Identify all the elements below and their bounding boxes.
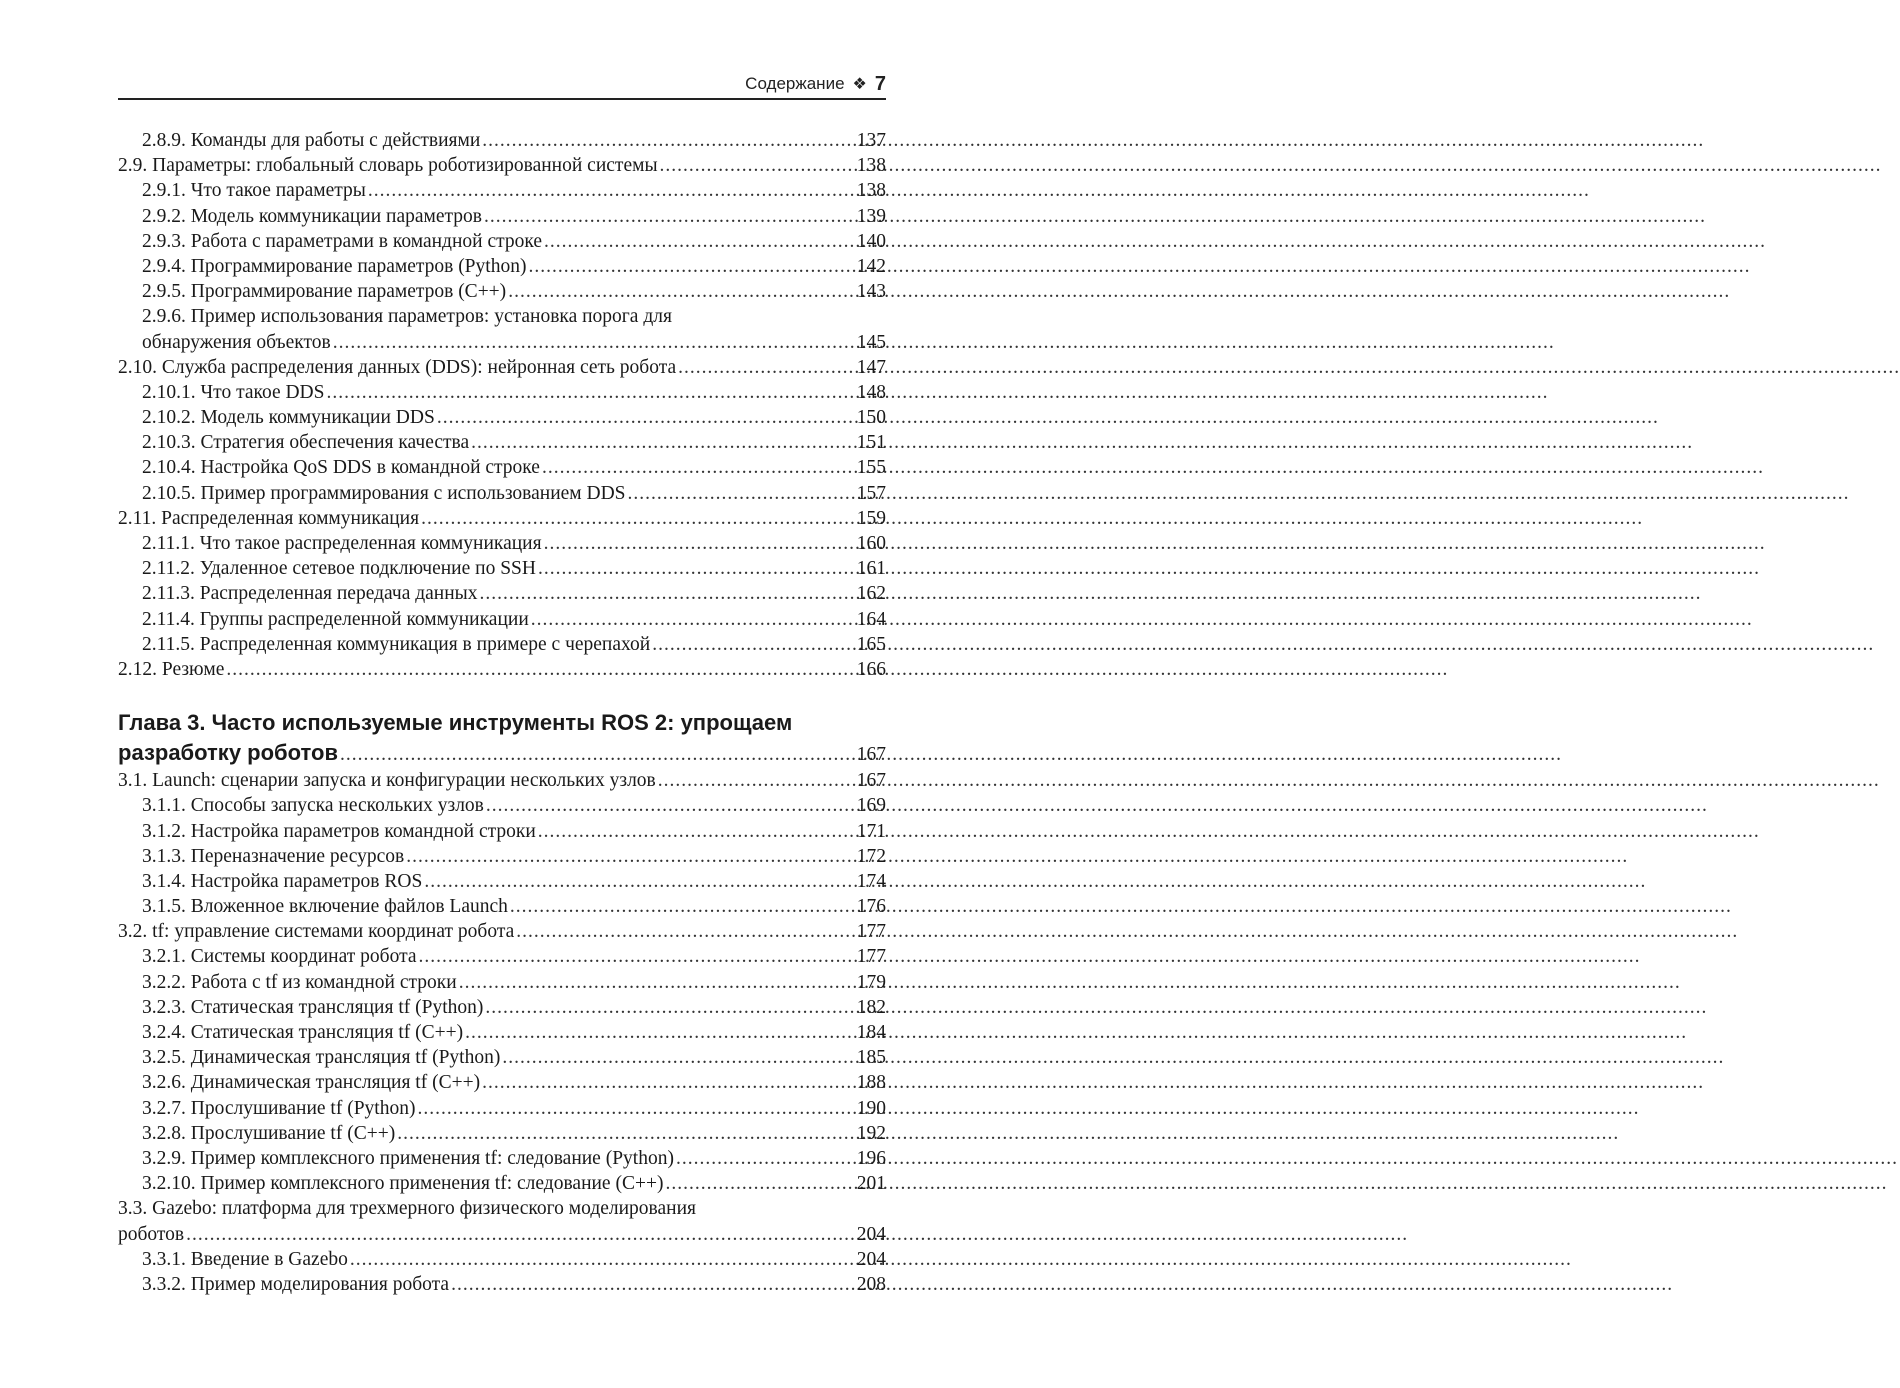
toc-entry[interactable] xyxy=(118,793,886,818)
toc-entry[interactable] xyxy=(118,632,886,657)
toc-entry-page: 192 xyxy=(856,1122,886,1144)
dot-leader xyxy=(528,254,854,279)
toc-entry-page: 166 xyxy=(856,658,886,680)
table-of-contents xyxy=(118,128,886,1297)
dot-leader xyxy=(350,1247,855,1272)
dot-leader xyxy=(531,607,855,632)
chapter-3-heading[interactable] xyxy=(118,708,886,768)
toc-entry-page: 159 xyxy=(856,507,886,529)
running-header-title: Содержание xyxy=(745,74,845,93)
toc-entry-page: 185 xyxy=(856,1047,886,1069)
toc-entry-page: 162 xyxy=(856,583,886,605)
toc-entry-page: 190 xyxy=(856,1097,886,1119)
page-number: 7 xyxy=(874,72,886,95)
toc-entry[interactable] xyxy=(118,581,886,606)
toc-entry-page: 208 xyxy=(856,1273,886,1295)
toc-entry-title: 2.11.3. Распределенная передача данных xyxy=(142,583,478,605)
toc-entry[interactable] xyxy=(118,204,886,229)
toc-entry[interactable] xyxy=(118,229,886,254)
toc-entry-title: 2.9.1. Что такое параметры xyxy=(142,180,366,202)
toc-entry-title: 2.11.5. Распределенная коммуникация в примере с черепахой xyxy=(142,633,651,655)
toc-entry-title: 2.9. Параметры: глобальный словарь роботизированной системы xyxy=(118,155,658,177)
toc-entry-page: 179 xyxy=(856,971,886,993)
toc-entry-title: 2.8.9. Команды для работы с действиями xyxy=(142,130,481,151)
toc-entry[interactable] xyxy=(118,1121,886,1146)
toc-entry[interactable] xyxy=(118,819,886,844)
toc-entry-page: 174 xyxy=(856,870,886,892)
toc-entry-page: 160 xyxy=(856,533,886,554)
toc-entry[interactable] xyxy=(118,1222,886,1247)
toc-entry-title: 2.9.3. Работа с параметрами в командной строке xyxy=(142,230,543,252)
toc-entry-title: 3.1. Launch: сценарии запуска и конфигурации нескольких узлов xyxy=(118,770,656,792)
toc-entry[interactable] xyxy=(118,556,886,581)
dot-leader xyxy=(480,581,855,606)
toc-entry[interactable] xyxy=(118,970,886,995)
toc-entry-title: 3.3.1. Введение в Gazebo xyxy=(142,1248,348,1270)
dot-leader xyxy=(482,1070,855,1095)
toc-entry-title: 3.1.1. Способы запуска нескольких узлов xyxy=(142,795,484,817)
dot-leader xyxy=(437,405,855,430)
toc-entry-title: 2.11.2. Удаленное сетевое подключение по SSH xyxy=(142,558,536,580)
ornament-icon: ❖ xyxy=(852,76,867,93)
toc-entry-title: 2.11. Распределенная коммуникация xyxy=(118,507,420,529)
toc-entry-page: 147 xyxy=(856,356,886,378)
dot-leader xyxy=(544,229,855,254)
toc-entry-page: 176 xyxy=(856,896,886,918)
dot-leader xyxy=(502,1045,854,1070)
chapter-3-title-line2-row xyxy=(118,738,886,768)
toc-entry[interactable] xyxy=(118,1045,886,1070)
dot-leader xyxy=(484,204,855,229)
toc-entry-title: 3.1.2. Настройка параметров командной строки xyxy=(142,820,536,842)
toc-entry[interactable] xyxy=(118,894,886,919)
toc-entry-page: 140 xyxy=(856,230,886,252)
toc-entry-title: 3.3.2. Пример моделирования робота xyxy=(142,1273,450,1295)
toc-entry[interactable] xyxy=(118,405,886,430)
toc-entry-title: 3.1.4. Настройка параметров ROS xyxy=(142,870,423,892)
toc-entry-title: 2.11.1. Что такое распределенная коммуникация xyxy=(142,533,542,554)
dot-leader xyxy=(678,355,855,380)
toc-entry[interactable] xyxy=(118,768,886,793)
toc-entry[interactable] xyxy=(118,919,886,944)
toc-entry-title: 2.9.2. Модель коммуникации параметров xyxy=(142,205,483,227)
toc-entry-title: 2.10.4. Настройка QoS DDS в командной строке xyxy=(142,457,540,479)
toc-entry[interactable] xyxy=(118,1096,886,1121)
toc-entry-page: 138 xyxy=(856,180,886,202)
toc-entry-title[interactable]: 3.3. Gazebo: платформа для трехмерного физического моделирования xyxy=(118,1198,697,1220)
toc-entry[interactable] xyxy=(118,330,886,355)
dot-leader xyxy=(368,178,855,203)
toc-section-chapter3 xyxy=(118,768,886,1297)
toc-entry[interactable] xyxy=(118,531,886,556)
dot-leader xyxy=(451,1272,855,1297)
dot-leader xyxy=(486,793,855,818)
toc-entry-title-continued: обнаружения объектов xyxy=(142,331,331,353)
toc-entry-page: 142 xyxy=(856,255,886,277)
toc-entry[interactable] xyxy=(118,995,886,1020)
toc-entry-page: 184 xyxy=(856,1022,886,1043)
chapter-3-page: 167 xyxy=(856,744,886,766)
toc-entry-page: 171 xyxy=(856,820,886,842)
dot-leader xyxy=(665,1171,854,1196)
dot-leader xyxy=(485,995,854,1020)
toc-entry-title: 3.2.8. Прослушивание tf (C++) xyxy=(142,1122,396,1144)
dot-leader xyxy=(538,556,855,581)
toc-entry-page: 157 xyxy=(856,482,886,504)
dot-leader xyxy=(544,531,855,556)
toc-entry-title: 2.9.5. Программирование параметров (C++) xyxy=(142,281,507,303)
dot-leader xyxy=(406,844,854,869)
toc-entry[interactable] xyxy=(118,1247,886,1272)
dot-leader xyxy=(516,919,855,944)
dot-leader xyxy=(510,894,855,919)
toc-entry-page: 177 xyxy=(856,921,886,943)
toc-entry[interactable] xyxy=(118,254,886,279)
toc-entry-page: 164 xyxy=(856,608,886,630)
toc-entry-title: 3.2.10. Пример комплексного применения tf: следование (C++) xyxy=(142,1173,664,1195)
toc-entry-page: 145 xyxy=(856,331,886,353)
toc-entry[interactable] xyxy=(118,506,886,531)
toc-entry-title: 3.2.5. Динамическая трансляция tf (Python) xyxy=(142,1047,501,1069)
toc-entry[interactable] xyxy=(118,869,886,894)
toc-entry[interactable] xyxy=(118,178,886,203)
toc-entry-title: 3.2.4. Статическая трансляция tf (C++) xyxy=(142,1022,464,1043)
toc-entry-title: 3.1.3. Переназначение ресурсов xyxy=(142,845,405,867)
chapter-3-title-line1: Глава 3. Часто используемые инструменты ROS 2: упрощаем xyxy=(118,710,793,736)
toc-entry[interactable] xyxy=(118,1146,886,1171)
toc-entry-title: 2.9.4. Программирование параметров (Python) xyxy=(142,255,527,277)
dot-leader xyxy=(419,944,855,969)
dot-leader xyxy=(226,657,854,682)
toc-entry-page: 161 xyxy=(856,558,886,580)
toc-entry[interactable] xyxy=(118,355,886,380)
toc-entry-title: 2.10. Служба распределения данных (DDS): нейронная сеть робота xyxy=(118,356,677,378)
toc-entry[interactable] xyxy=(118,657,886,682)
toc-entry-title-continued: роботов xyxy=(118,1223,185,1245)
dot-leader xyxy=(658,768,855,793)
toc-entry[interactable] xyxy=(118,1070,886,1095)
toc-entry-page: 204 xyxy=(856,1248,886,1270)
toc-entry-page: 138 xyxy=(856,155,886,177)
toc-entry-page: 169 xyxy=(856,795,886,817)
toc-entry-page: 148 xyxy=(856,381,886,403)
dot-leader xyxy=(538,819,855,844)
toc-entry-title: 2.10.5. Пример программирования с использованием DDS xyxy=(142,482,626,504)
dot-leader xyxy=(186,1222,855,1247)
toc-entry-title: 3.2.9. Пример комплексного применения tf: следование (Python) xyxy=(142,1147,674,1169)
toc-entry[interactable] xyxy=(118,380,886,405)
dot-leader xyxy=(465,1020,855,1045)
toc-entry-title: 3.2.2. Работа с tf из командной строки xyxy=(142,971,457,993)
toc-entry[interactable] xyxy=(118,1171,886,1196)
toc-entry-page: 204 xyxy=(856,1223,886,1245)
dot-leader xyxy=(424,869,854,894)
toc-entry-page: 201 xyxy=(856,1173,886,1195)
toc-entry[interactable] xyxy=(118,153,886,178)
toc-entry[interactable] xyxy=(118,430,886,455)
toc-entry-title: 2.10.1. Что такое DDS xyxy=(142,381,325,403)
running-header xyxy=(118,70,886,100)
toc-entry-title: 3.1.5. Вложенное включение файлов Launch xyxy=(142,896,508,918)
dot-leader xyxy=(652,632,855,657)
toc-entry[interactable] xyxy=(118,1020,886,1045)
dot-leader xyxy=(542,455,855,480)
toc-section-chapter2 xyxy=(118,128,886,682)
dot-leader xyxy=(417,1096,854,1121)
toc-entry[interactable] xyxy=(118,455,886,480)
toc-entry-title: 3.2.1. Системы координат робота xyxy=(142,946,417,968)
toc-entry[interactable] xyxy=(118,128,886,153)
dot-leader xyxy=(660,153,855,178)
toc-entry[interactable] xyxy=(118,844,886,869)
chapter-3-title-line2: разработку роботов xyxy=(118,740,338,766)
toc-entry-page: 172 xyxy=(856,845,886,867)
toc-entry-title: 3.2. tf: управление системами координат робота xyxy=(118,921,515,943)
dot-leader xyxy=(676,1146,855,1171)
toc-entry[interactable] xyxy=(118,279,886,304)
toc-entry[interactable] xyxy=(118,944,886,969)
toc-entry-page: 165 xyxy=(856,633,886,655)
toc-entry-page: 167 xyxy=(856,770,886,792)
dot-leader xyxy=(327,380,855,405)
toc-entry-title: 2.12. Резюме xyxy=(118,658,225,680)
dot-leader xyxy=(482,128,854,153)
dot-leader xyxy=(333,330,855,355)
toc-entry-page: 182 xyxy=(856,996,886,1018)
dot-leader xyxy=(471,430,855,455)
dot-leader xyxy=(421,506,855,531)
toc-entry-title: 2.11.4. Группы распределенной коммуникации xyxy=(142,608,529,630)
toc-entry-page: 137 xyxy=(856,130,886,151)
toc-entry[interactable] xyxy=(118,481,886,506)
toc-entry-title: 3.2.3. Статическая трансляция tf (Python) xyxy=(142,996,484,1018)
toc-entry[interactable] xyxy=(118,1272,886,1297)
dot-leader xyxy=(397,1121,855,1146)
toc-entry-title: 3.2.7. Прослушивание tf (Python) xyxy=(142,1097,416,1119)
toc-entry-title: 3.2.6. Динамическая трансляция tf (C++) xyxy=(142,1072,481,1094)
toc-entry-page: 196 xyxy=(856,1147,886,1169)
toc-entry-page: 139 xyxy=(856,205,886,227)
toc-entry-page: 188 xyxy=(856,1072,886,1094)
toc-entry-title: 2.10.2. Модель коммуникации DDS xyxy=(142,407,435,429)
toc-entry-page: 150 xyxy=(856,407,886,429)
dot-leader xyxy=(340,740,855,770)
toc-entry-title: 2.10.3. Стратегия обеспечения качества xyxy=(142,432,470,454)
toc-entry[interactable] xyxy=(118,607,886,632)
toc-entry-page: 177 xyxy=(856,946,886,968)
toc-entry-title[interactable]: 2.9.6. Пример использования параметров: установка порога для xyxy=(142,306,672,328)
dot-leader xyxy=(508,279,855,304)
toc-entry-page: 155 xyxy=(856,457,886,479)
toc-entry-page: 143 xyxy=(856,281,886,303)
dot-leader xyxy=(628,481,855,506)
toc-entry-page: 151 xyxy=(856,432,886,454)
dot-leader xyxy=(459,970,855,995)
